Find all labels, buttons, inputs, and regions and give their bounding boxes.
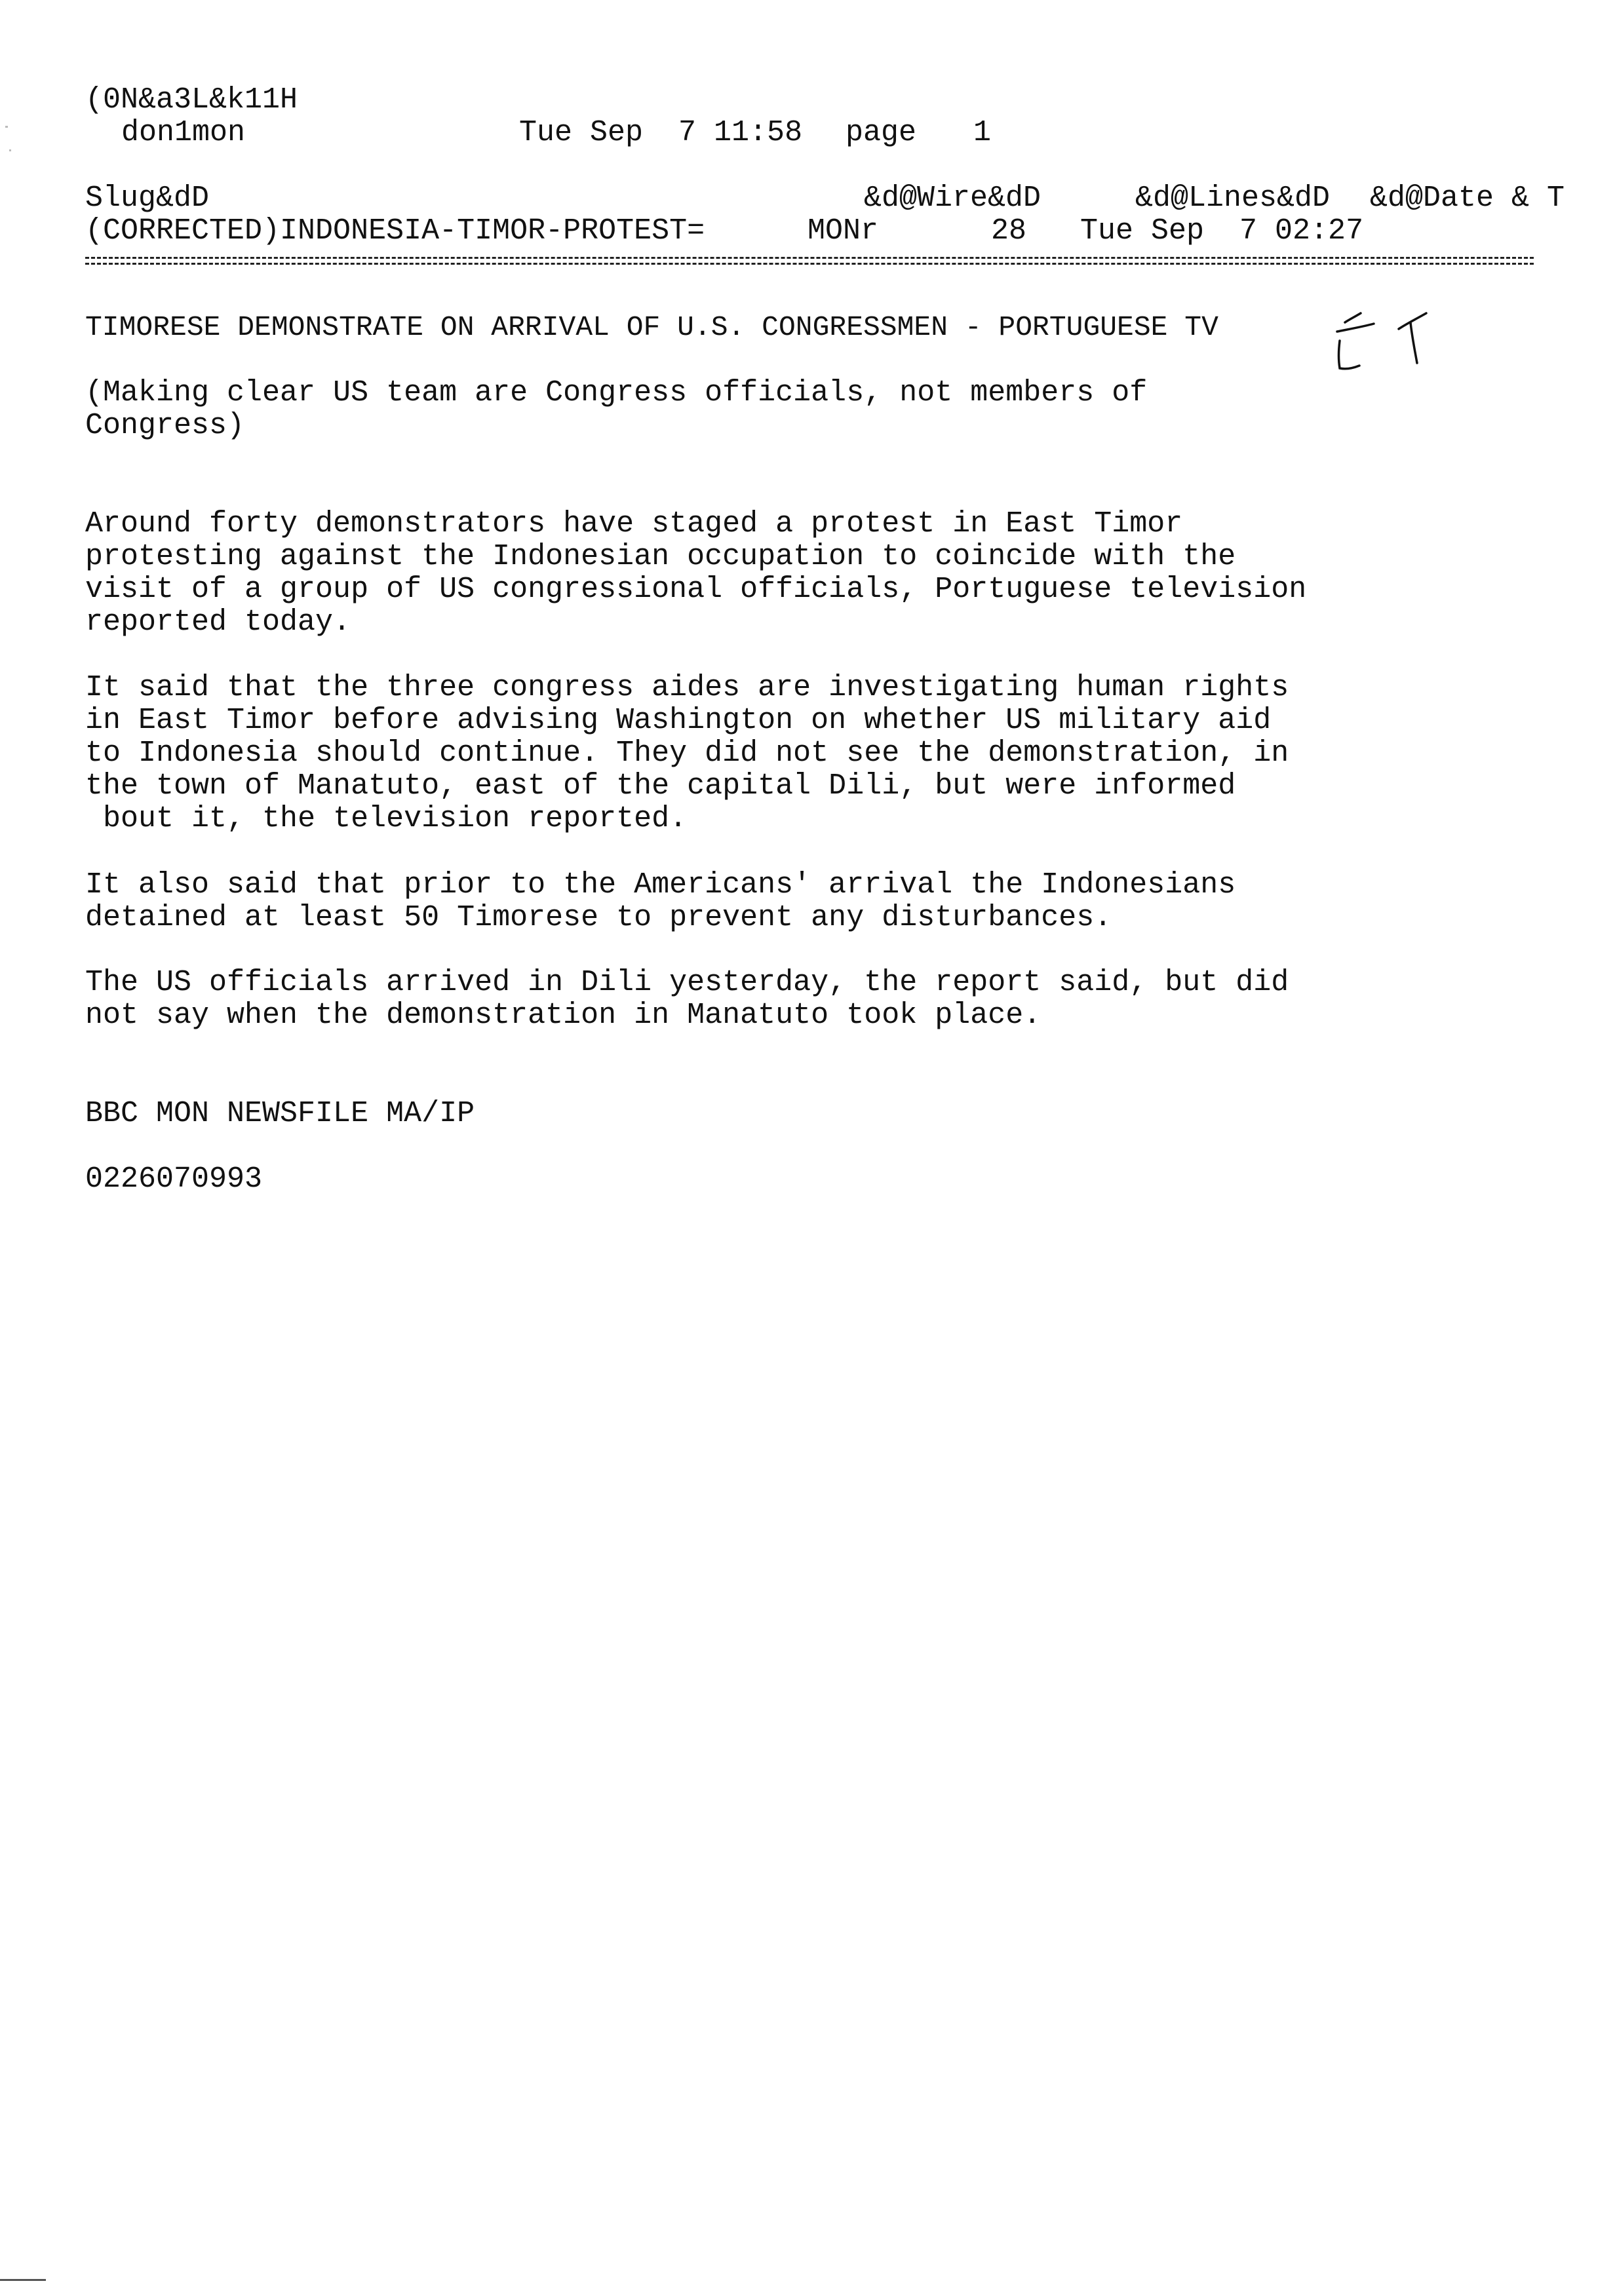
- record-wire: MONr: [808, 214, 879, 248]
- paragraph-3: It also said that prior to the Americans' arrival the Indonesians detained at least 50 Timorese to prevent any disturbances.: [85, 868, 1236, 934]
- correction-note-line-2: Congress): [85, 409, 245, 442]
- scan-speck: [5, 126, 8, 128]
- date-label: &d@Date & T: [1370, 182, 1565, 215]
- paragraph-4: The US officials arrived in Dili yesterday, the report said, but did not say when the demonstration in Manatuto took place.: [85, 966, 1289, 1032]
- scan-speck: [9, 149, 11, 151]
- scan-edge-mark: [0, 2279, 46, 2281]
- separator-rule: [85, 257, 1534, 265]
- headline: TIMORESE DEMONSTRATE ON ARRIVAL OF U.S. CONGRESSMEN - PORTUGUESE TV: [85, 311, 1218, 343]
- wire-label: &d@Wire&dD: [864, 182, 1041, 215]
- record-lines: 28: [991, 214, 1027, 248]
- handwritten-note-et: [1331, 308, 1442, 380]
- record-date: Tue Sep 7 02:27: [1080, 214, 1364, 248]
- record-slug: (CORRECTED)INDONESIA-TIMOR-PROTEST=: [85, 214, 705, 248]
- source-line: BBC MON NEWSFILE MA/IP: [85, 1097, 475, 1130]
- header-user: don1mon: [121, 116, 246, 149]
- lines-label: &d@Lines&dD: [1135, 182, 1331, 215]
- header-datetime: Tue Sep 7 11:58: [519, 116, 803, 149]
- header-code: (0N&a3L&k11H: [85, 83, 298, 117]
- slug-label: Slug&dD: [85, 182, 210, 215]
- correction-note-line-1: (Making clear US team are Congress officials, not members of: [85, 376, 1148, 410]
- reference-number: 0226070993: [85, 1162, 263, 1196]
- header-page-label: page: [846, 116, 917, 149]
- paragraph-2: It said that the three congress aides are investigating human rights in East Timor before advising Washington on whether US military aid to Indonesia should continue. They did not see the demonstration, in the town of Manatuto, east of the capital Dili, but were informed bout it, the television reported.: [85, 671, 1289, 835]
- paragraph-1: Around forty demonstrators have staged a protest in East Timor protesting against the Indonesian occupation to coincide with the visit of a group of US congressional officials, Portuguese television reported today.: [85, 507, 1307, 639]
- header-page-number: 1: [973, 116, 992, 149]
